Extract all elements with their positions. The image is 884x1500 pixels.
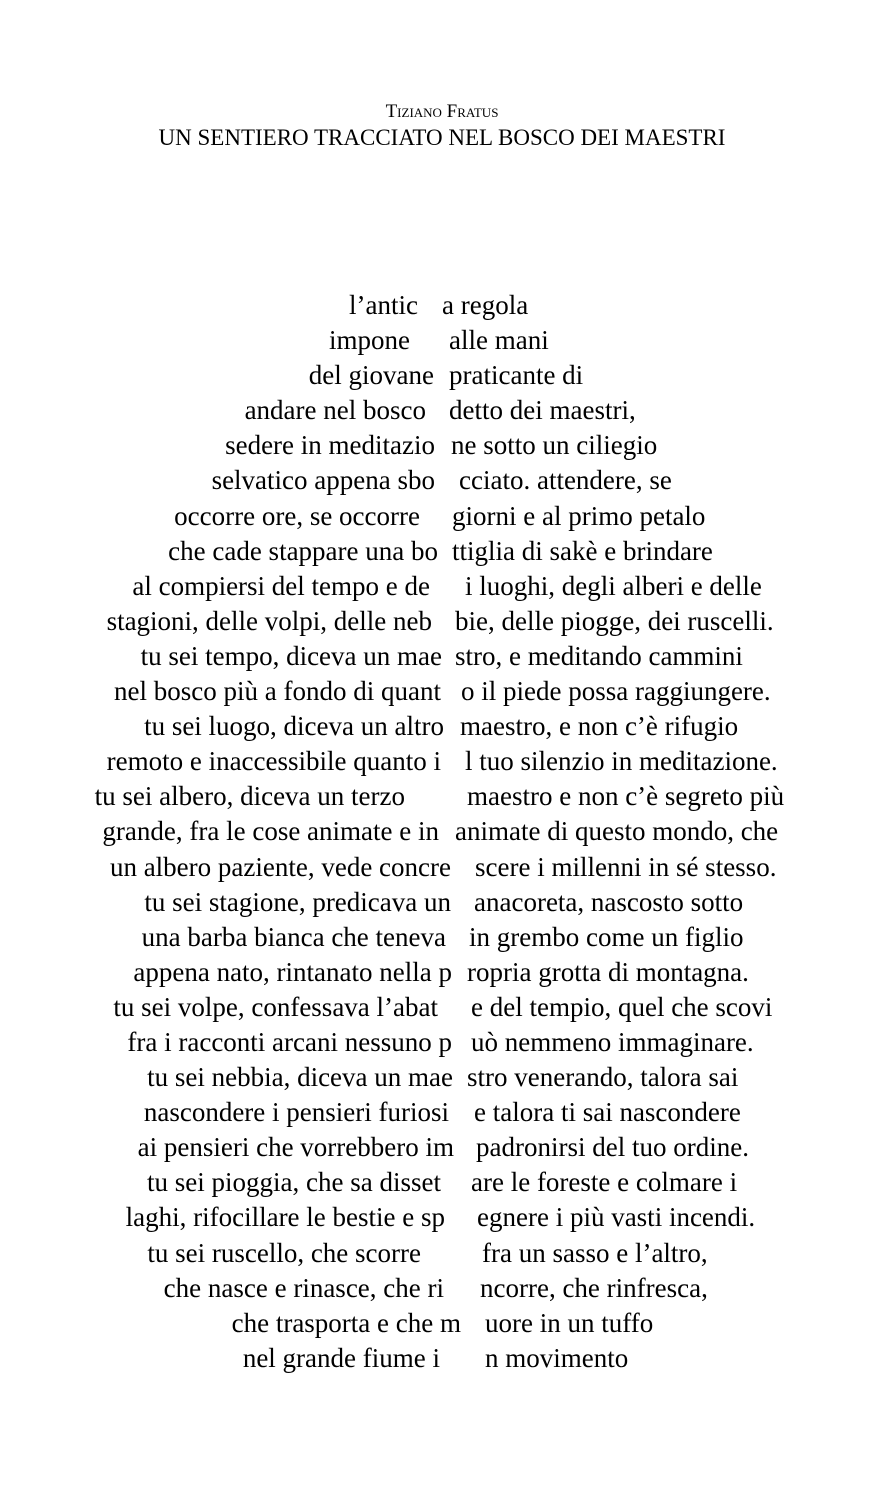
poem-line-left: nel bosco più a fondo di quant [114,676,441,707]
poem-line-right: cciato. attendere, se [459,465,672,496]
poem-line-left: nel grande fiume i [242,1342,440,1373]
poem-line-left: tu sei nebbia, diceva un mae [147,1062,453,1093]
poem-line-left: selvatico appena sbo [211,465,435,496]
poem-line-right: i luoghi, degli alberi e delle [465,570,762,601]
poem-line-right: n movimento [485,1342,629,1373]
poem-line-right: scere i millenni in sé stesso. [475,851,777,882]
poem-line-left: grande, fra le cose animate e in [102,816,439,847]
poem-line-left: che trasporta e che m [231,1307,461,1338]
poem-line [0,534,884,569]
poem-line [0,1025,884,1060]
poem-line [0,288,884,323]
poem-line-left: tu sei ruscello, che scorre [147,1237,421,1268]
poem-line-left: un albero paziente, vede concre [109,851,451,882]
poem-line [0,1060,884,1095]
poem-line [0,323,884,358]
poem-line-left: tu sei pioggia, che sa disset [147,1167,441,1198]
poem-line-left: ai pensieri che vorrebbero im [137,1132,454,1163]
poem-line-right: ropria grotta di montagna. [467,956,749,987]
poem-line-left: fra i racconti arcani nessuno p [127,1026,452,1057]
poem-line [0,990,884,1025]
poem-line-left: tu sei volpe, confessava l’abat [113,991,438,1022]
poem-line-right: anacoreta, nascosto sotto [474,886,744,917]
poem-line [0,920,884,955]
poem-line-left: remoto e inaccessibile quanto i [106,746,441,777]
document-header [0,100,884,152]
poem-line-right: uore in un tuffo [485,1307,654,1338]
poem-line-left: una barba bianca che teneva [141,921,446,952]
poem-line-right: detto dei maestri, [449,395,636,426]
poem-line-left: del giovane [308,360,434,391]
poem-line [0,358,884,393]
poem-line [0,850,884,885]
poem-line-right: uò nemmeno immaginare. [471,1026,754,1057]
poem-line [0,569,884,604]
poem-line-left: tu sei stagione, predicava un [144,886,451,917]
poem-line [0,1271,884,1306]
poem-line-left: laghi, rifocillare le bestie e sp [125,1202,445,1233]
author-name: Tiziano Fratus [385,101,499,122]
poem-line-left: appena nato, rintanato nella p [133,956,452,987]
poem-line-right: o il piede possa raggiungere. [461,676,771,707]
poem-line-right: egnere i più vasti incendi. [477,1202,756,1233]
poem-line [0,499,884,534]
poem-line [0,955,884,990]
poem-line-left: occorre ore, se occorre [174,500,420,531]
poem-line-left: tu sei luogo, diceva un altro [144,711,444,742]
poem-line [0,428,884,463]
poem-line-right: maestro e non c’è segreto più [467,781,785,812]
poem-line-left: tu sei albero, diceva un terzo [94,781,405,812]
poem-line-left: che cade stappare una bo [168,535,438,566]
poem-line-right: bie, delle piogge, dei ruscelli. [455,605,774,636]
poem-line-right: giorni e al primo petalo [452,500,706,531]
poem-line-right: fra un sasso e l’altro, [482,1237,708,1268]
poem-line-left: impone [329,325,410,356]
poem-line-right: alle mani [449,325,549,356]
poem-line [0,885,884,920]
poem-line [0,1095,884,1130]
poem-line-left: stagioni, delle volpi, delle neb [106,605,432,636]
poem-body [0,288,884,1376]
poem-line [0,639,884,674]
poem-line-left: al compiersi del tempo e de [132,570,430,601]
poem-line [0,393,884,428]
poem-line-left: che nasce e rinasce, che ri [163,1272,444,1303]
poem-line [0,1341,884,1376]
poem-line [0,744,884,779]
poem-line-right: e del tempio, quel che scovi [471,991,773,1022]
poem-line-right: ttiglia di sakè e brindare [452,535,713,566]
poem-line [0,709,884,744]
poem-line [0,814,884,849]
poem-line-left: andare nel bosco [244,395,426,426]
poem-line-right: are le foreste e colmare i [471,1167,738,1198]
poem-line [0,1200,884,1235]
poem-line-left: nascondere i pensieri furiosi [143,1097,449,1128]
poem-title: UN SENTIERO TRACCIATO NEL BOSCO DEI MAESTRI [158,125,726,150]
poem-line-right: maestro, e non c’è rifugio [460,711,739,742]
poem-line-right: stro venerando, talora sai [467,1062,739,1093]
poem-line-left: sedere in meditazio [225,430,435,461]
poem-line-right: in grembo come un figlio [469,921,744,952]
poem-line-right: l tuo silenzio in meditazione. [465,746,778,777]
poem-line [0,1130,884,1165]
poem-line [0,674,884,709]
poem-line [0,463,884,498]
poem-line [0,1165,884,1200]
poem-line [0,779,884,814]
poem-line [0,604,884,639]
poem-line-right: e talora ti sai nascondere [474,1097,741,1128]
poem-line-right: padronirsi del tuo ordine. [476,1132,749,1163]
poem-line-right: a regola [442,290,529,320]
poem-line-right: animate di questo mondo, che [455,816,779,847]
poem-line [0,1236,884,1271]
poem-line [0,1306,884,1341]
poem-line-left: tu sei tempo, diceva un mae [140,640,442,671]
poem-line-right: ne sotto un ciliegio [451,430,658,461]
poem-line-right: praticante di [449,360,584,391]
poem-line-right: ncorre, che rinfresca, [480,1272,708,1303]
poem-line-right: stro, e meditando cammini [455,640,743,671]
poem-line-left: l’antic [349,290,418,320]
